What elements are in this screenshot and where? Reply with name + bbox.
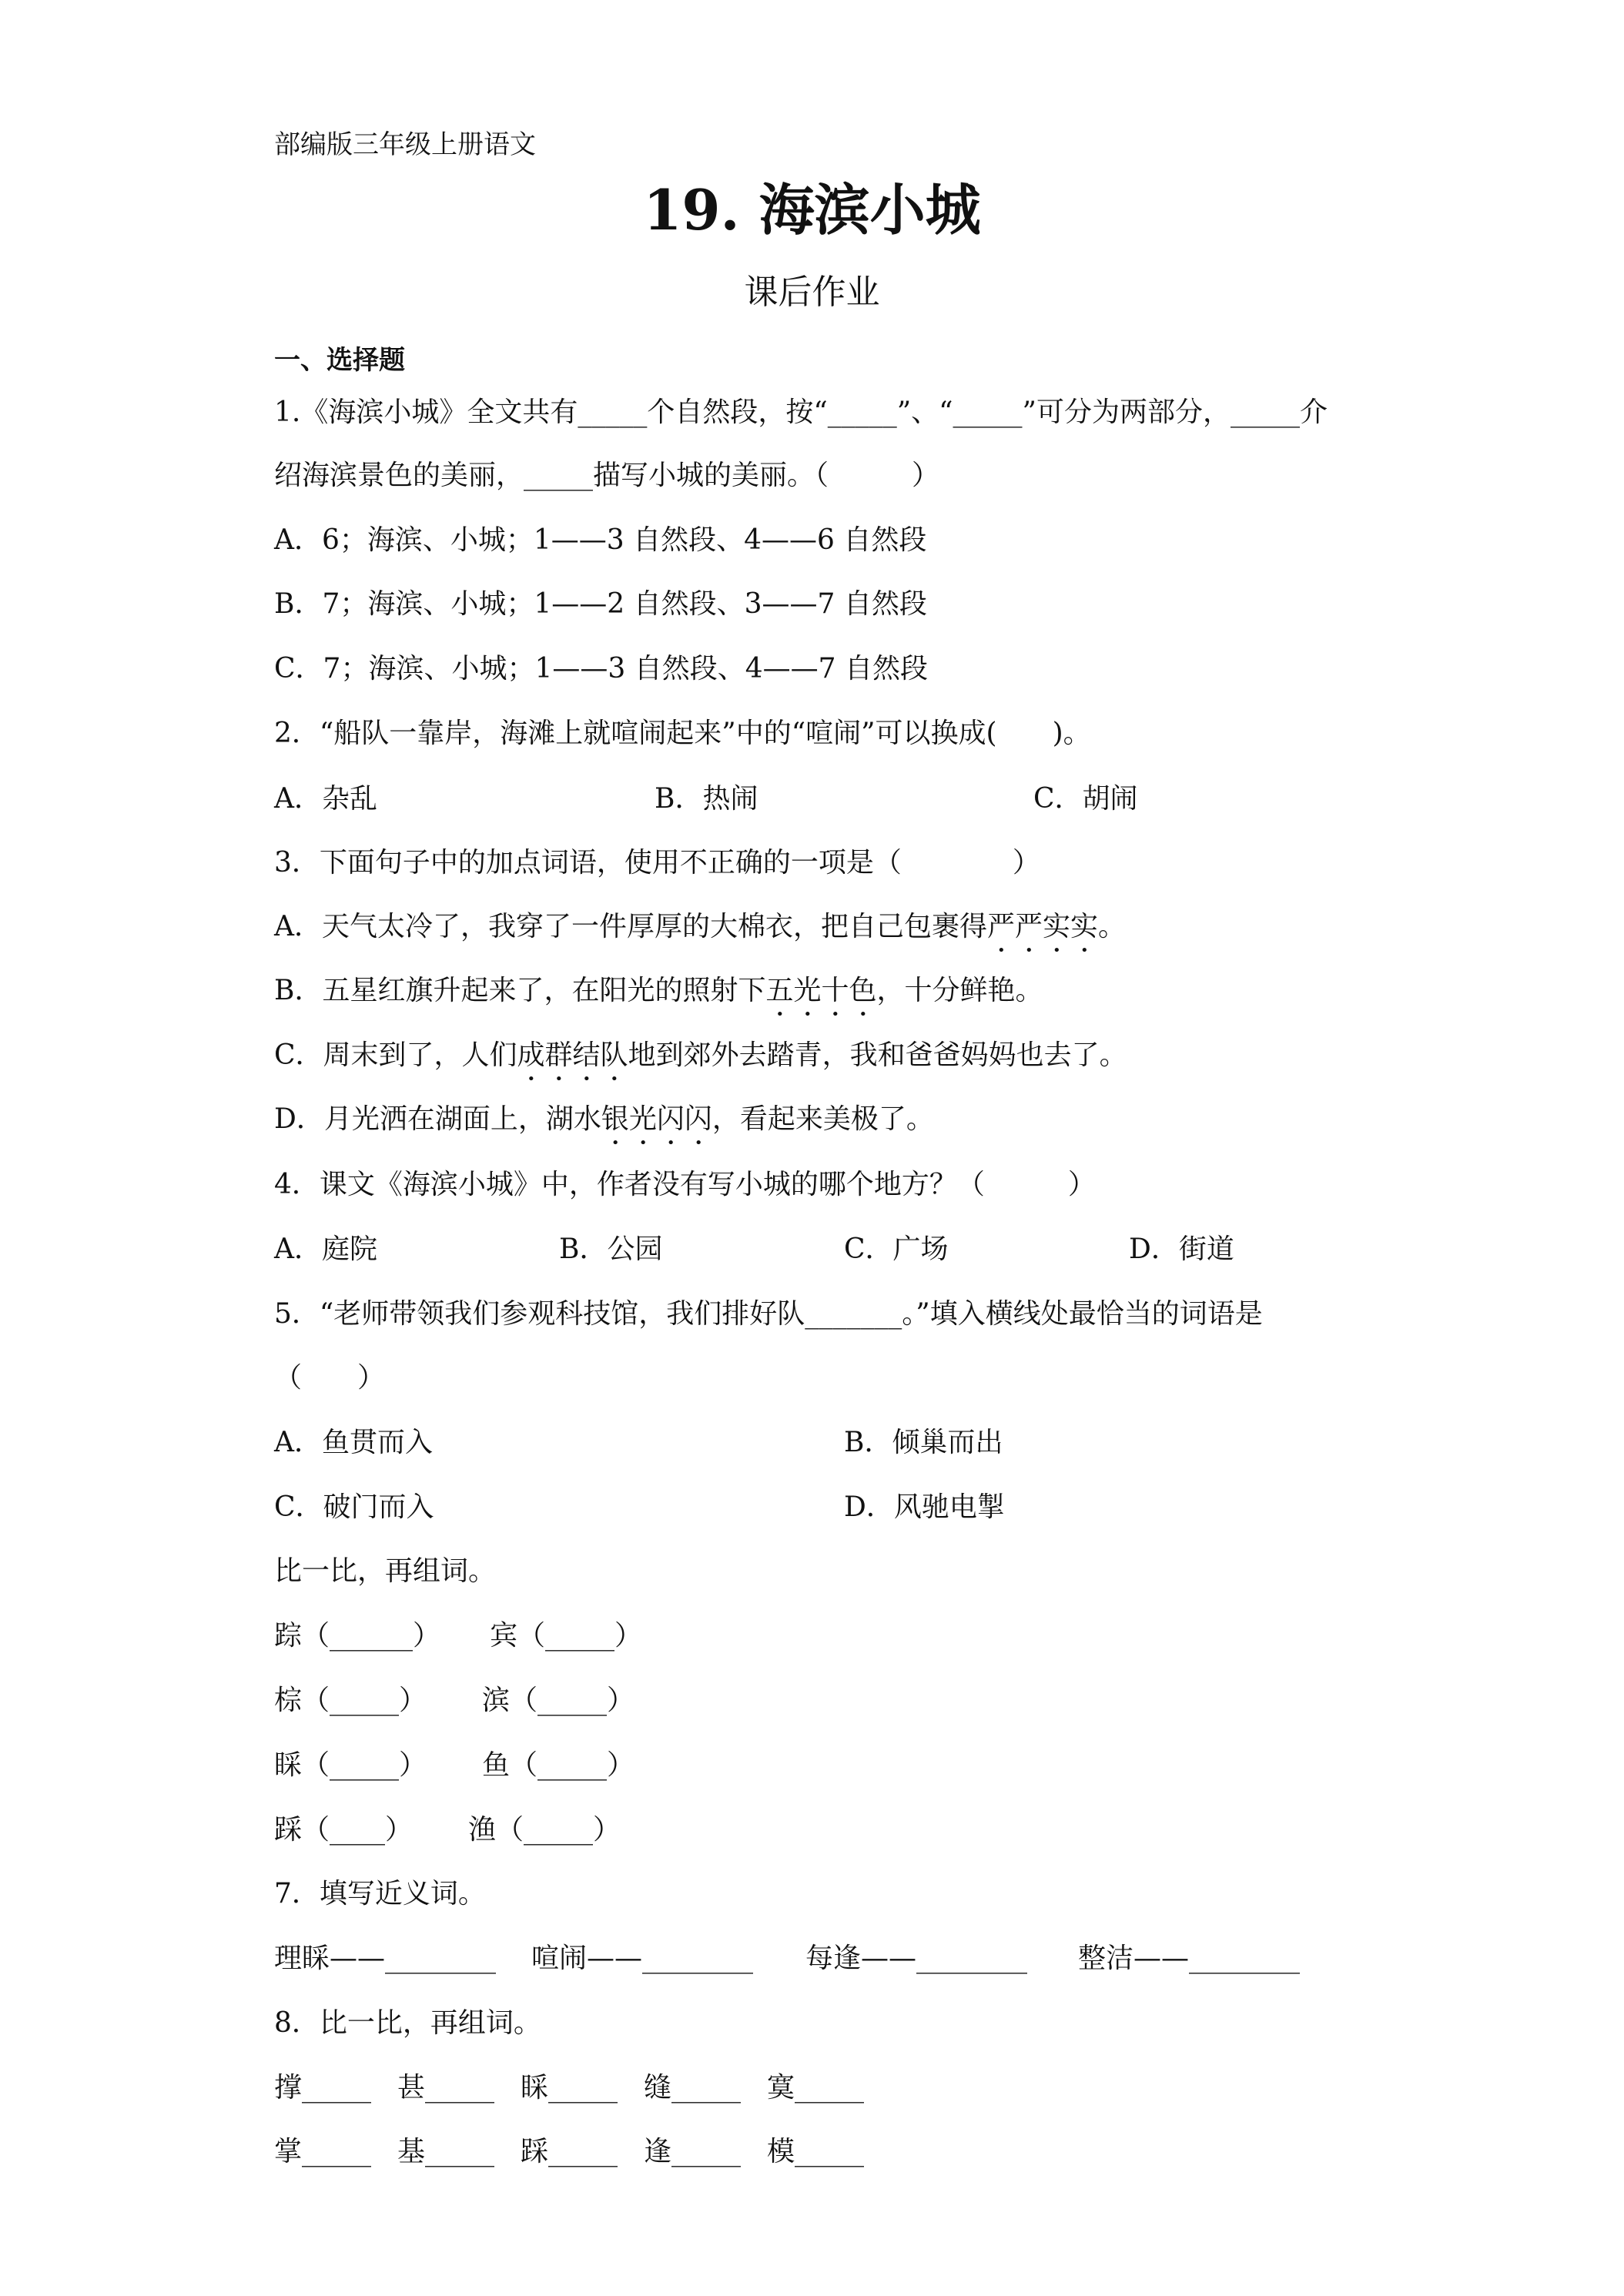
q3-b-text: B．五星红旗升起来了，在阳光的照射下	[274, 975, 766, 1006]
q3-d-text: D．月光洒在湖面上，湖水	[274, 1103, 601, 1135]
q5-option-d: D．风驰电掣	[844, 1491, 1005, 1523]
q7-word-3: 每逢——________	[805, 1943, 1028, 1974]
q5-option-a: A．鱼贯而入	[274, 1427, 433, 1458]
q8-row2-item: 踩_____	[521, 2136, 618, 2167]
q7-word-2: 喧闹——________	[531, 1943, 754, 1974]
q8-stem: 8．比一比，再组词。	[274, 2007, 541, 2039]
q3-c-emphasized: 成群结队	[517, 1039, 628, 1071]
q8-row2-item: 模_____	[767, 2136, 865, 2167]
q6-row2-right: 滨（_____）	[482, 1685, 635, 1716]
q8-row1-item: 甚_____	[397, 2072, 495, 2104]
q1-stem-line2: 绍海滨景色的美丽，_____描写小城的美丽。（ ）	[274, 460, 940, 491]
q6-row2-left: 棕（_____）	[274, 1685, 427, 1716]
q2-stem: 2．“船队一靠岸，海滩上就喧闹起来”中的“喧闹”可以换成( )。	[274, 718, 1091, 749]
q6-row4-left: 踩（____）	[274, 1814, 414, 1846]
q8-row2-item: 掌_____	[274, 2136, 372, 2167]
q8-row2-item: 基_____	[397, 2136, 495, 2167]
q1-option-c: C．7；海滨、小城；1——3 自然段、4——7 自然段	[274, 653, 928, 684]
q8-row1-item: 缝_____	[644, 2072, 742, 2104]
q2-option-b: B．热闹	[655, 783, 758, 815]
q7-stem: 7．填写近义词。	[274, 1878, 486, 1909]
q3-option-b	[274, 974, 1043, 1022]
q3-b-end: ，十分鲜艳。	[876, 975, 1043, 1006]
q8-row1-item: 撑_____	[274, 2072, 372, 2104]
q3-d-end: ，看起来美极了。	[712, 1103, 934, 1135]
q6-row1-left: 踪（______）	[274, 1620, 441, 1652]
q7-word-4: 整洁——________	[1078, 1943, 1301, 1974]
q8-row1-item: 睬_____	[521, 2072, 618, 2104]
q3-option-a	[274, 910, 1126, 959]
page-title: 19. 海滨小城	[643, 177, 981, 243]
q5-option-c: C．破门而入	[274, 1491, 434, 1523]
q3-a-text: A．天气太冷了，我穿了一件厚厚的大棉衣，把自己包裹得	[274, 911, 987, 942]
page-subtitle: 课后作业	[744, 273, 880, 312]
doc-header: 部编版三年级上册语文	[274, 129, 536, 160]
q3-a-emphasized: 严严实实	[987, 911, 1099, 942]
q5-option-b: B．倾巢而出	[844, 1427, 1003, 1458]
q4-stem: 4．课文《海滨小城》中，作者没有写小城的哪个地方？（ ）	[274, 1169, 1096, 1200]
q6-row3-right: 鱼（_____）	[482, 1749, 635, 1781]
q1-option-a: A．6；海滨、小城；1——3 自然段、4——6 自然段	[274, 524, 927, 556]
q3-a-end: 。	[1098, 911, 1127, 942]
q6-row3-left: 睬（_____）	[274, 1749, 427, 1781]
q4-option-b: B．公园	[559, 1233, 663, 1265]
q3-option-c	[274, 1039, 1127, 1087]
q8-row1-item: 寞_____	[767, 2072, 865, 2104]
q3-option-d	[274, 1103, 934, 1151]
q7-word-1: 理睬——________	[274, 1943, 497, 1974]
q3-c-end: 地到郊外去踏青，我和爸爸妈妈也去了。	[628, 1039, 1127, 1071]
q6-stem: 比一比，再组词。	[274, 1555, 497, 1587]
q8-row2-item: 逢_____	[644, 2136, 742, 2167]
q6-row1-right: 宾（_____）	[490, 1620, 643, 1652]
q6-row4-right: 渔（_____）	[468, 1814, 621, 1846]
q3-c-text: C．周末到了，人们	[274, 1039, 517, 1071]
q1-stem-line1: 1.《海滨小城》全文共有_____个自然段，按“_____”、“_____”可分为两部分，_____介	[274, 397, 1328, 428]
q3-b-emphasized: 五光十色	[765, 975, 877, 1006]
q4-option-d: D．街道	[1129, 1233, 1234, 1265]
section-heading: 一、选择题	[274, 345, 405, 376]
q3-stem: 3．下面句子中的加点词语，使用不正确的一项是（ ）	[274, 847, 1040, 879]
q5-answer-paren: （ ）	[274, 1362, 386, 1394]
q4-option-c: C．广场	[844, 1233, 949, 1265]
q3-d-emphasized: 银光闪闪	[601, 1103, 712, 1135]
q5-stem: 5．“老师带领我们参观科技馆，我们排好队_______。”填入横线处最恰当的词语是	[274, 1298, 1263, 1330]
q2-option-a: A．杂乱	[274, 783, 377, 815]
q2-option-c: C．胡闹	[1033, 783, 1138, 815]
q4-option-a: A．庭院	[274, 1233, 377, 1265]
q1-option-b: B．7；海滨、小城；1——2 自然段、3——7 自然段	[274, 588, 927, 620]
